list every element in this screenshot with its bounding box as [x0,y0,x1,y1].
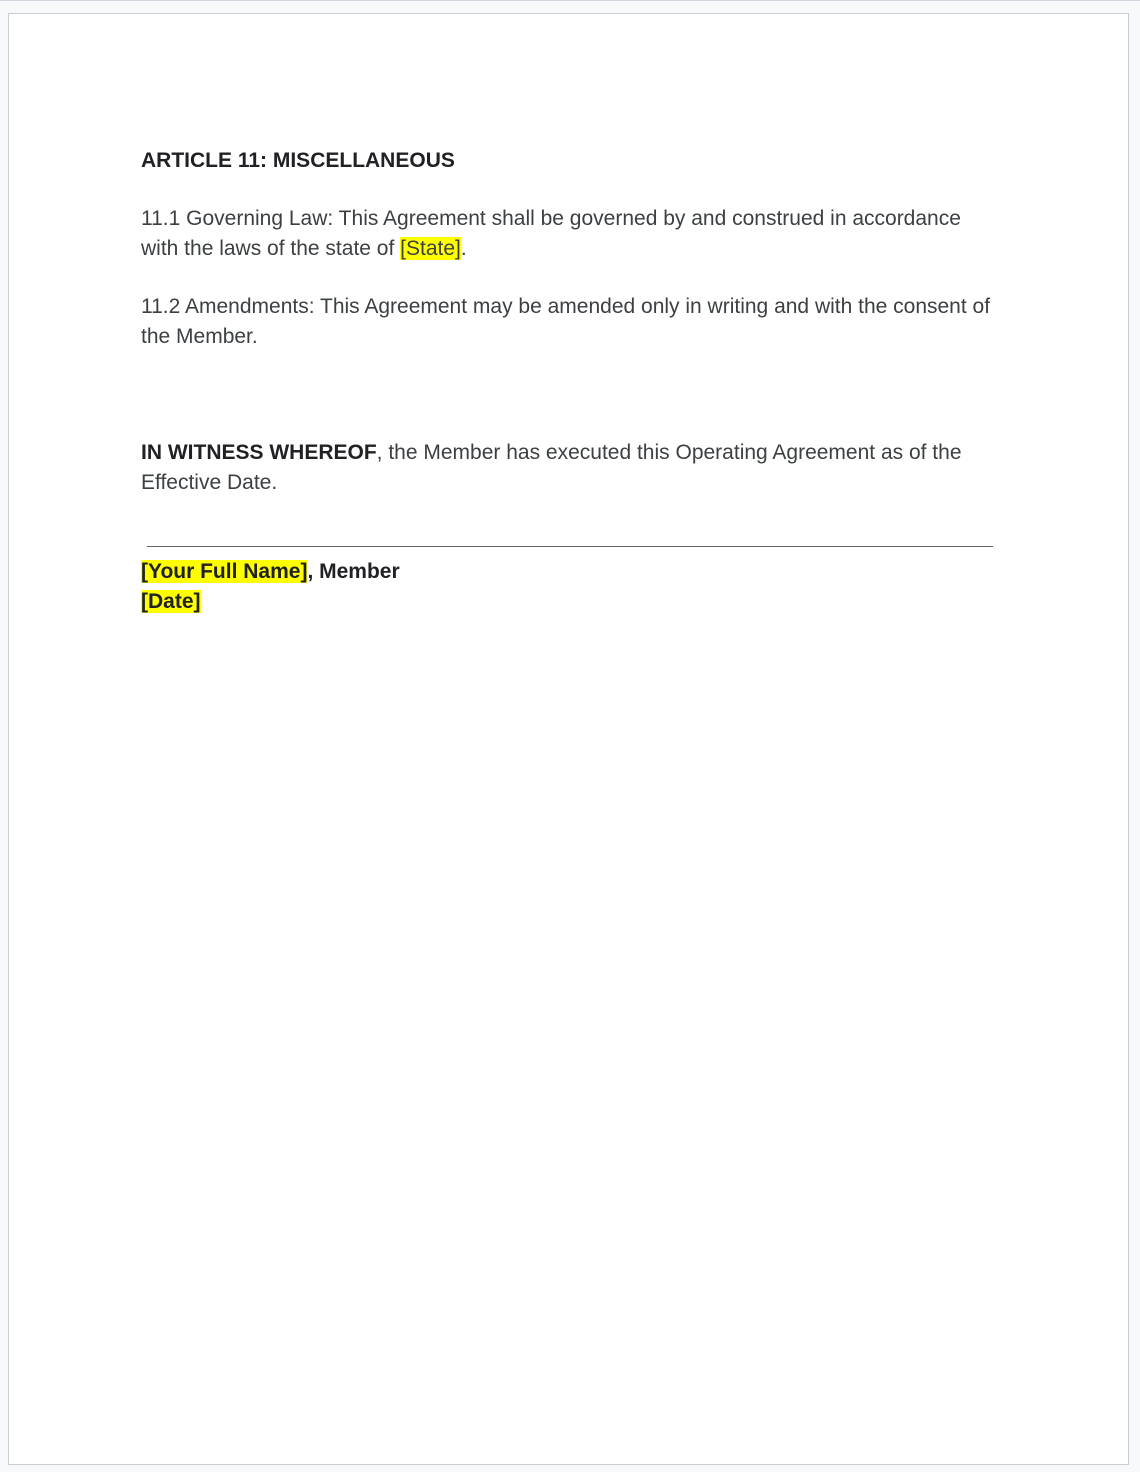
clause-11-1 [141,204,1001,264]
clause-11-1-text: 11.1 Governing Law: This Agreement shall be governed by and construed in accordance with the laws of the state of [141,207,961,260]
document-content [141,146,1001,617]
witness-lead: IN WITNESS WHEREOF [141,441,377,464]
clause-11-1-suffix: . [460,237,467,260]
article-heading: ARTICLE 11: MISCELLANEOUS [141,149,455,172]
clause-11-2-text: 11.2 Amendments: This Agreement may be amended only in writing and with the consent of the Member. [141,295,991,348]
signature-block [141,557,1001,617]
witness-text: , the Member has executed this Operating Agreement as of the Effective Date. [141,441,962,494]
name-placeholder: [Your Full Name] [141,560,308,583]
signature-date-row [141,587,1001,617]
witness-paragraph [141,438,1001,498]
signature-line [147,546,993,547]
date-placeholder: [Date] [141,590,201,613]
state-placeholder: [State] [400,237,461,260]
document-page [8,13,1129,1465]
signature-name-row [141,557,1001,587]
signature-role: , Member [307,560,400,583]
spacer [141,380,1001,438]
clause-11-2 [141,292,1001,352]
